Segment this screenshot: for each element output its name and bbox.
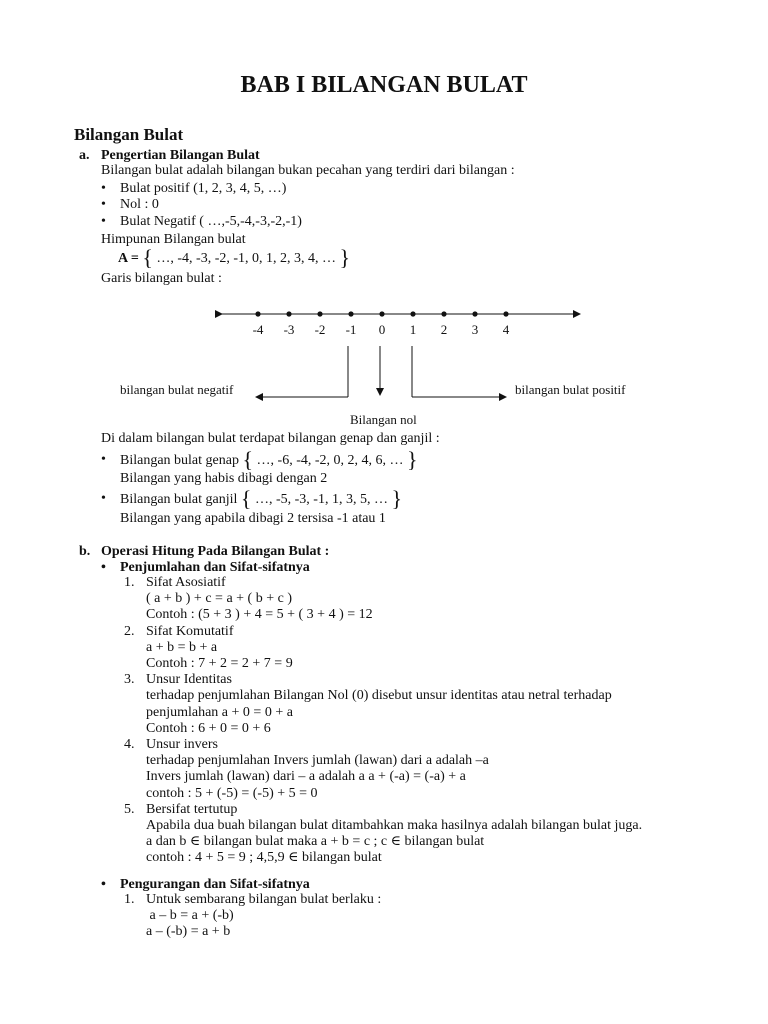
list-item-line: terhadap penjumlahan Bilangan Nol (0) disebut unsur identitas atau netral terhadap (146, 688, 612, 704)
section-heading: Bilangan Bulat (74, 125, 184, 144)
list-item-line: Contoh : 7 + 2 = 2 + 7 = 9 (146, 656, 293, 671)
number-line-point (317, 311, 322, 316)
list-item-title: Unsur Identitas (146, 672, 232, 688)
set-a (118, 245, 351, 270)
number-line-tick-label: -4 (252, 322, 264, 337)
list-item-number: 1. (124, 892, 135, 907)
list-item-line: contoh : 4 + 5 = 9 ; 4,5,9 ∈ bilangan bulat (146, 850, 382, 866)
number-line-tick-label: 3 (471, 322, 479, 337)
pengurangan-heading: • Pengurangan dan Sifat-sifatnya (120, 876, 310, 893)
ganjil-desc: Bilangan yang apabila dibagi 2 tersisa -1 atau 1 (120, 511, 386, 526)
list-item-number: 5. (124, 801, 135, 817)
bullet-nol: • Nol : 0 (120, 196, 159, 213)
himpunan-label: Himpunan Bilangan bulat (101, 232, 246, 247)
list-item-title: Sifat Komutatif (146, 623, 234, 639)
section-a-heading: Pengertian Bilangan Bulat (101, 148, 260, 163)
negative-label: bilangan bulat negatif (120, 382, 234, 397)
section-a-intro: Bilangan bulat adalah bilangan bukan pecahan yang terdiri dari bilangan : (101, 163, 515, 178)
set-brace-close: } (339, 245, 351, 270)
section-b-letter: b. (79, 544, 91, 559)
number-line-point (379, 311, 384, 316)
genap-brace-close: } (407, 447, 418, 472)
list-item-number: 1. (124, 575, 135, 590)
garis-label: Garis bilangan bulat : (101, 271, 222, 286)
list-item-line: a + b = b + a (146, 639, 218, 655)
genap-desc: Bilangan yang habis dibagi dengan 2 (120, 471, 328, 486)
number-line-tick-label: -3 (283, 322, 295, 337)
bullet-negatif: • Bulat Negatif ( …,-5,-4,-3,-2,-1) (120, 213, 302, 230)
list-item-number: 4. (124, 737, 135, 752)
set-name: A = (118, 251, 139, 266)
list-item-line: contoh : 5 + (-5) = (-5) + 5 = 0 (146, 785, 318, 801)
list-item-line: Contoh : (5 + 3 ) + 4 = 5 + ( 3 + 4 ) = 12 (146, 607, 373, 623)
list-item-line: Invers jumlah (lawan) dari – a adalah a a + (-a) = (-a) + a (146, 769, 466, 785)
number-line-diagram (110, 300, 660, 435)
list-item-line: a – (-b) = a + b (146, 924, 231, 940)
list-item-line: Contoh : 6 + 0 = 0 + 6 (146, 720, 271, 736)
list-item-number: 3. (124, 672, 135, 688)
number-line-point (472, 311, 477, 316)
number-line-point (410, 311, 415, 316)
list-item-line: Apabila dua buah bilangan bulat ditambahkan maka hasilnya adalah bilangan bulat juga. (146, 818, 643, 833)
genap-brace-open: { (242, 447, 254, 472)
number-line-point (255, 311, 260, 316)
list-item-title: Unsur invers (146, 737, 218, 752)
genap-line (120, 447, 418, 472)
number-line-tick-label: -1 (345, 322, 357, 337)
number-line-point (441, 311, 446, 316)
page-title: BAB I BILANGAN BULAT (240, 72, 528, 98)
section-b-heading: Operasi Hitung Pada Bilangan Bulat : (101, 544, 330, 559)
ganjil-brace-close: } (391, 486, 403, 511)
number-line-tick-label: -2 (314, 322, 326, 337)
list-item-line: terhadap penjumlahan Invers jumlah (lawan) dari a adalah –a (146, 753, 489, 769)
penjumlahan-heading: • Penjumlahan dan Sifat-sifatnya (120, 559, 310, 576)
ganjil-brace-open: { (240, 486, 252, 511)
number-line-tick-label: 0 (378, 322, 386, 337)
section-a-letter: a. (79, 148, 90, 163)
number-line-tick-label: 2 (440, 322, 448, 337)
list-item-line: a – b = a + (-b) (146, 908, 234, 924)
set-content: …, -4, -3, -2, -1, 0, 1, 2, 3, 4, … (156, 251, 337, 266)
list-item-title: Sifat Asosiatif (146, 575, 226, 590)
number-line-tick-label: 1 (409, 322, 417, 337)
list-item-number: 2. (124, 623, 135, 639)
list-item-line: a dan b ∈ bilangan bulat maka a + b = c ; c ∈ bilangan bulat (146, 834, 485, 850)
number-line-tick-label: 4 (502, 322, 510, 337)
list-item-title: Bersifat tertutup (146, 801, 238, 817)
number-line-point (348, 311, 353, 316)
ganjil-set: …, -5, -3, -1, 1, 3, 5, … (254, 492, 388, 507)
bullet-positif: • Bulat positif (1, 2, 3, 4, 5, …) (120, 180, 286, 197)
ganjil-line (120, 486, 403, 511)
ganjil-label: Bilangan bulat ganjil (120, 492, 238, 507)
number-line-point (503, 311, 508, 316)
set-brace-open: { (142, 245, 153, 270)
list-item-title: Untuk sembarang bilangan bulat berlaku : (146, 892, 382, 907)
zero-label: Bilangan nol (350, 412, 417, 427)
number-line-point (286, 311, 291, 316)
genap-label: Bilangan bulat genap (120, 453, 239, 468)
positive-label: bilangan bulat positif (515, 382, 626, 397)
list-item-line: penjumlahan a + 0 = 0 + a (146, 704, 293, 720)
genap-set: …, -6, -4, -2, 0, 2, 4, 6, … (256, 453, 404, 468)
list-item-line: ( a + b ) + c = a + ( b + c ) (146, 591, 292, 607)
genap-ganjil-intro: Di dalam bilangan bulat terdapat bilangan genap dan ganjil : (101, 431, 440, 446)
